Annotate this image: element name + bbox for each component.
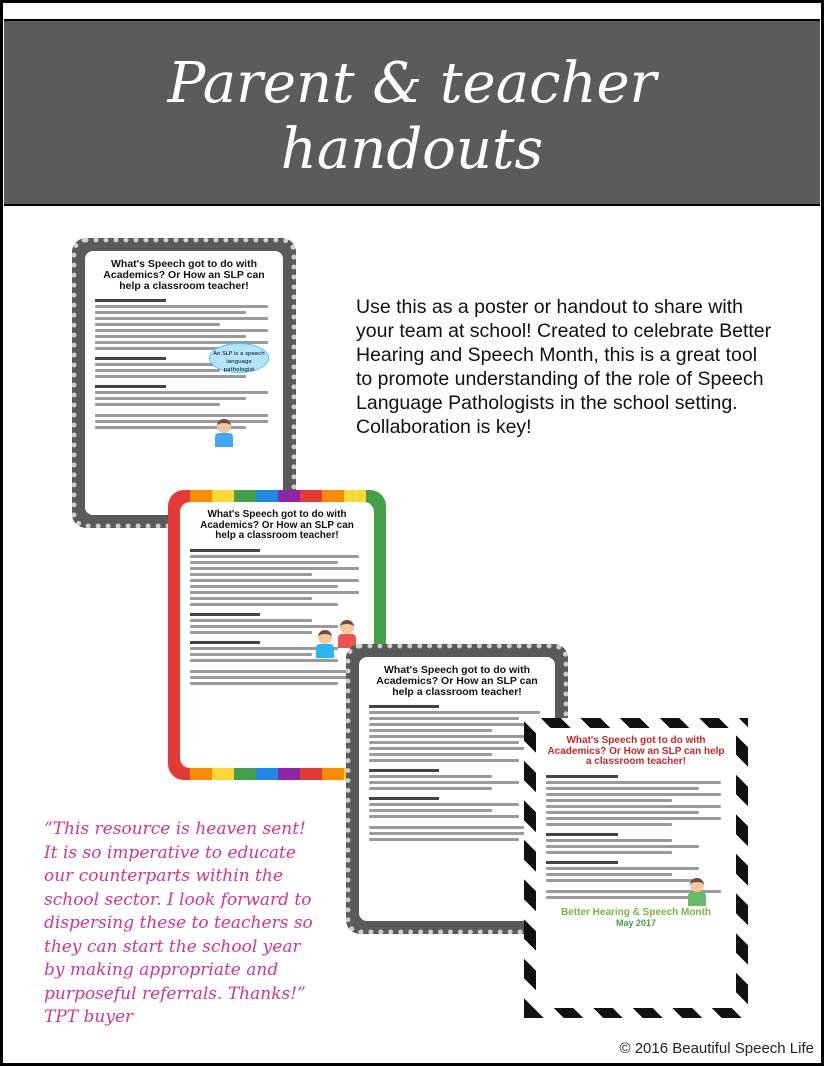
boy-illustration <box>338 620 356 648</box>
handout-page <box>536 728 736 1008</box>
title-line-1: Parent & teacher <box>167 51 657 116</box>
header-banner <box>4 19 820 206</box>
handout-title: What's Speech got to do with Academics? Or How an SLP can help a classroom teacher! <box>547 735 725 767</box>
handout-title: What's Speech got to do with Academics? Or How an SLP can help a classroom teacher! <box>376 664 538 699</box>
description-text: Use this as a poster or handout to share with your team at school! Created to celebrate Better Hearing and Speech Month, this is a great tool to promote understanding of the role of Speech Language Pathologists in the school setting. Collaboration is key! <box>356 296 772 438</box>
handout-footer-title: Better Hearing & Speech Month <box>560 906 712 918</box>
handout-preview-chevron <box>524 718 748 1018</box>
speech-bubble: An SLP is a speech language pathologist <box>209 343 269 373</box>
boy-illustration <box>215 419 233 447</box>
handout-title: What's Speech got to do with Academics? Or How an SLP can help a classroom teacher! <box>200 509 354 541</box>
handout-preview-gray <box>72 238 296 528</box>
handout-page <box>85 251 283 515</box>
title-line-2: handouts <box>280 117 544 182</box>
handout-body <box>369 705 545 841</box>
testimonial-quote: “This resource is heaven sent! It is so imperative to educate our counterparts within the school sector. I look forward to dispersing these to teachers so they can start the school year by making appropriate and purposeful referrals. Thanks!” TPT buyer <box>44 819 313 1027</box>
handout-title: What's Speech got to do with Academics? Or How an SLP can help a classroom teacher! <box>103 258 265 293</box>
copyright-notice: © 2016 Beautiful Speech Life <box>619 1040 814 1057</box>
boy-illustration <box>688 878 706 906</box>
girl-illustration <box>316 630 334 658</box>
handout-body <box>190 549 364 685</box>
handout-page <box>180 502 374 768</box>
page-title <box>4 51 820 183</box>
handout-footer-date: May 2017 <box>615 917 657 928</box>
